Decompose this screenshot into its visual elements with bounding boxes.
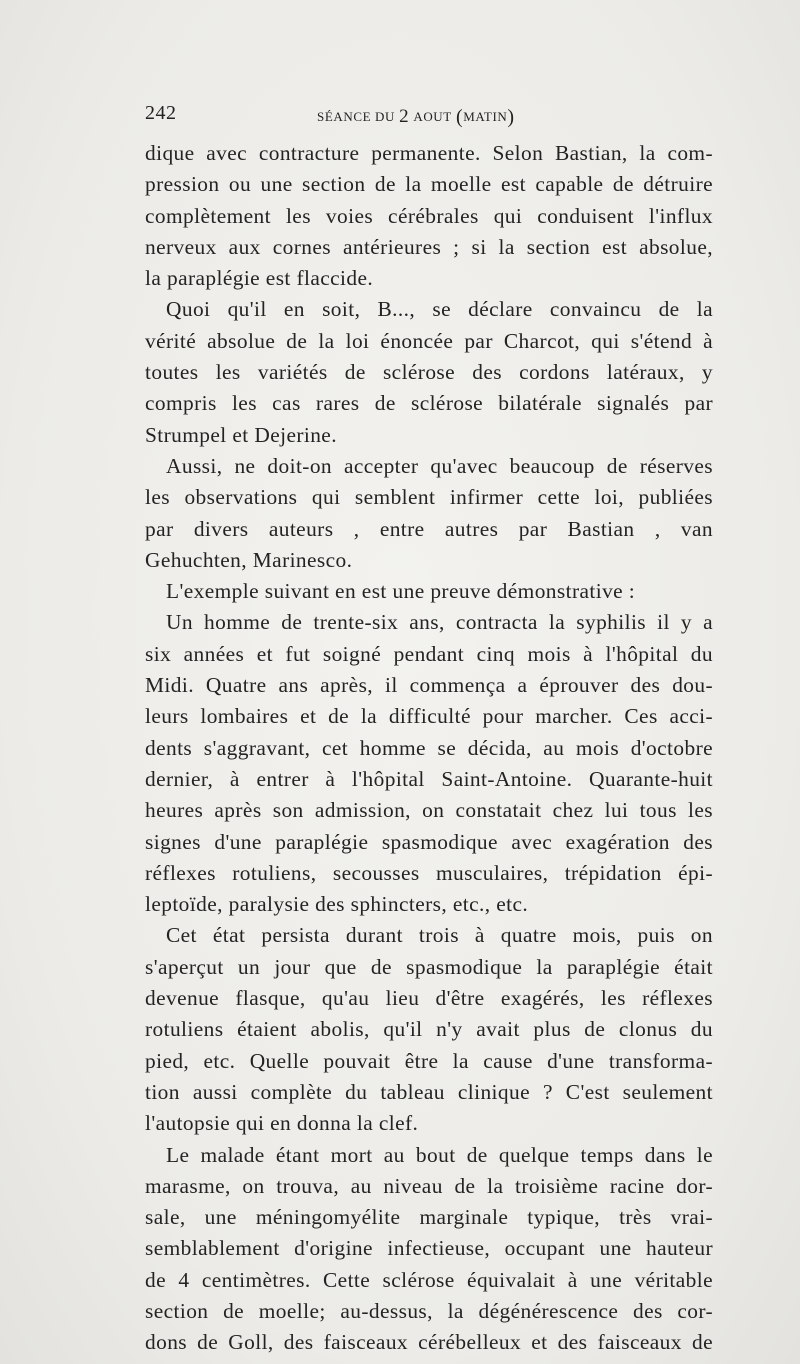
text-line: nerveux aux cornes antérieures ; si la section est absolue, [145,234,713,259]
text-line: dique avec contracture permanente. Selon Bastian, la com- [145,141,713,165]
text-line: Aussi, ne doit-on accepter qu'avec beaucoup de réserves [166,453,713,478]
text-line: compris les cas rares de sclérose bilatérale signalés par [145,391,713,416]
text-line: Le malade étant mort au bout de quelque temps dans le [166,1142,713,1167]
text-line: dents s'aggravant, cet homme se décida, au mois d'octobre [145,735,713,760]
text-line: Strumpel et Dejerine. [145,422,337,447]
text-line: marasme, on trouva, au niveau de la troisième racine dor- [145,1173,713,1198]
text-line: devenue flasque, qu'au lieu d'être exagérés, les réflexes [145,986,713,1011]
text-line: signes d'une paraplégie spasmodique avec exagération des [145,829,713,854]
text-line: Midi. Quatre ans après, il commença a éprouver des dou- [145,673,713,698]
page-number: 242 [145,102,177,124]
body-text [145,138,713,1359]
text-line: pression ou une section de la moelle est capable de détruire [145,172,713,197]
running-head-paren-open: ( [455,106,464,128]
running-head-paren-close: ) [507,106,515,128]
text-line: L'exemple suivant en est une preuve démonstrative : [166,579,636,604]
running-head-seance: SÉANCE DU [317,109,395,124]
text-line: complètement les voies cérébrales qui conduisent l'influx [145,203,713,228]
running-head-month: AOUT [413,109,452,124]
text-line: s'aperçut un jour que de spasmodique la paraplégie était [145,954,713,979]
text-line: dernier, à entrer à l'hôpital Saint-Antoine. Quarante-huit [145,766,713,791]
running-head-matin: MATIN [463,109,508,124]
text-line: heures après son admission, on constatait chez lui tous les [145,798,713,823]
text-line: Gehuchten, Marinesco. [145,547,353,572]
text-line: par divers auteurs , entre autres par Bastian , van [145,516,713,541]
text-line: Un homme de trente-six ans, contracta la syphilis il y a [166,610,713,635]
running-head [317,106,515,129]
text-line: leptoïde, paralysie des sphincters, etc., etc. [145,892,529,917]
text-line: pied, etc. Quelle pouvait être la cause d'une transforma- [145,1048,713,1073]
text-line: semblablement d'origine infectieuse, occupant une hauteur [145,1236,713,1261]
text-line: de 4 centimètres. Cette sclérose équivalait à une véritable [145,1267,713,1292]
text-line: sale, une méningomyélite marginale typique, très vrai- [145,1205,713,1230]
text-line: tion aussi complète du tableau clinique ? C'est seulement [145,1079,713,1104]
text-line: toutes les variétés de sclérose des cordons latéraux, y [145,360,713,385]
text-line: Quoi qu'il en soit, B..., se déclare convaincu de la [166,297,713,322]
text-line: vérité absolue de la loi énoncée par Charcot, qui s'étend à [145,328,713,353]
text-line: six années et fut soigné pendant cinq mois à l'hôpital du [145,641,713,666]
text-line: Cet état persista durant trois à quatre mois, puis on [166,923,713,948]
running-head-day: 2 [399,106,410,127]
text-line: réflexes rotuliens, secousses musculaires, trépidation épi- [145,860,713,885]
text-line: l'autopsie qui en donna la clef. [145,1111,419,1136]
text-line: rotuliens étaient abolis, qu'il n'y avait plus de clonus du [145,1017,713,1042]
text-line: dons de Goll, des faisceaux cérébelleux et des faisceaux de [145,1330,713,1355]
page-header [145,102,715,130]
text-line: la paraplégie est flaccide. [145,266,374,291]
text-line: leurs lombaires et de la difficulté pour marcher. Ces acci- [145,704,713,729]
text-line: les observations qui semblent infirmer cette loi, publiées [145,485,713,510]
text-line: section de moelle; au-dessus, la dégénérescence des cor- [145,1298,713,1323]
